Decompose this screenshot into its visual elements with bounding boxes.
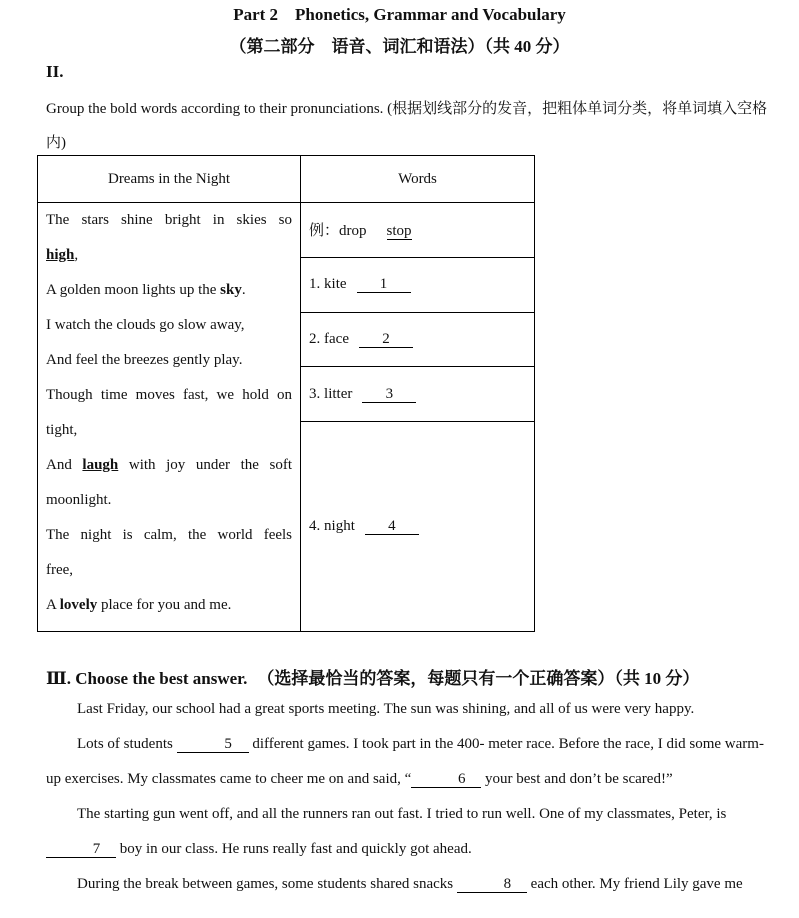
words-title: Words [301, 156, 535, 203]
poem-line: Though time moves fast, we hold on [46, 387, 293, 403]
bold-word-sky: sky [220, 282, 242, 298]
gap-5[interactable]: 5 [177, 737, 249, 753]
example-answer: stop [386, 223, 412, 240]
poem-line [46, 448, 292, 483]
paragraph-2 [46, 727, 778, 797]
punct: , [74, 247, 79, 263]
example-row [301, 203, 535, 258]
answer-blank-3[interactable]: 3 [362, 386, 416, 403]
bold-word-laugh: laugh [82, 457, 119, 473]
word-face: 2. face [309, 330, 349, 347]
word-night: 4. night [309, 518, 355, 535]
text: And [46, 457, 83, 473]
punct: . [241, 282, 246, 298]
word-row-1 [301, 257, 535, 312]
poem-line: The stars shine bright in skies so [46, 212, 293, 228]
paragraph-3 [46, 797, 778, 867]
poem-line: free, [46, 562, 74, 578]
word-row-3 [301, 367, 535, 422]
phonetics-table [37, 155, 535, 632]
poem-line [46, 273, 292, 308]
part-title: Part 2 Phonetics, Grammar and Vocabulary [233, 5, 566, 24]
poem-line: I watch the clouds go slow away, [46, 317, 245, 333]
text: A golden moon lights up the [46, 282, 221, 298]
paragraph-4 [46, 867, 778, 902]
gap-7[interactable]: 7 [46, 842, 116, 858]
poem-line: moonlight. [46, 492, 112, 508]
gap-6[interactable]: 6 [411, 772, 481, 788]
answer-blank-2[interactable]: 2 [359, 331, 413, 348]
text: place for you and me. [97, 597, 232, 613]
text: your best and don’t be scared!” [481, 771, 673, 787]
poem-line: tight, [46, 422, 78, 438]
section-iii-title: Ⅲ. Choose the best answer. [46, 669, 248, 688]
text: different games. I took part in the 400- meter race. Before the race, I did some warm-up exercises. My classmates came to cheer me on and said, “ [46, 736, 764, 787]
paragraph-1: Last Friday, our school had a great sports meeting. The sun was shining, and all of us were very happy. [77, 701, 695, 717]
text: boy in our class. He runs really fast and quickly got ahead. [116, 841, 472, 857]
bold-word-lovely: lovely [59, 597, 98, 613]
gap-8[interactable]: 8 [457, 877, 527, 893]
poem-text [38, 203, 301, 632]
section-iii-title-cn: （选择最恰当的答案，每题只有一个正确答案）（共 10 分） [257, 669, 700, 688]
poem-title: Dreams in the Night [38, 156, 301, 203]
answer-blank-1[interactable]: 1 [357, 276, 411, 293]
poem-line [46, 588, 292, 631]
section-iii-label [46, 664, 786, 689]
text: The starting gun went off, and all the runners ran out fast. I tried to run well. One of my classmates, Peter, is [77, 806, 727, 822]
word-row-4 [301, 422, 535, 632]
section-ii-label: II. [46, 62, 64, 81]
poem-line: And feel the breezes gently play. [46, 352, 243, 368]
text: Lots of students [77, 736, 177, 752]
section-ii-instruction: Group the bold words according to their pronunciations. (根据划线部分的发音，把粗体单词分类，将单词填入空格内) [46, 101, 768, 151]
text: with joy under the soft [118, 457, 293, 473]
example-word: 例：drop [309, 223, 367, 240]
answer-blank-4[interactable]: 4 [365, 518, 419, 535]
bold-word-high: high [46, 247, 75, 263]
poem-line: The night is calm, the world feels [46, 527, 293, 543]
text: A [46, 597, 60, 613]
part-subtitle: （第二部分 语音、词汇和语法）（共 40 分） [229, 37, 570, 56]
word-kite: 1. kite [309, 276, 347, 293]
word-row-2 [301, 312, 535, 367]
text: During the break between games, some students shared snacks [77, 876, 457, 892]
poem-line [46, 238, 292, 273]
text: each other. My friend Lily gave me [526, 876, 743, 892]
word-litter: 3. litter [309, 385, 353, 402]
